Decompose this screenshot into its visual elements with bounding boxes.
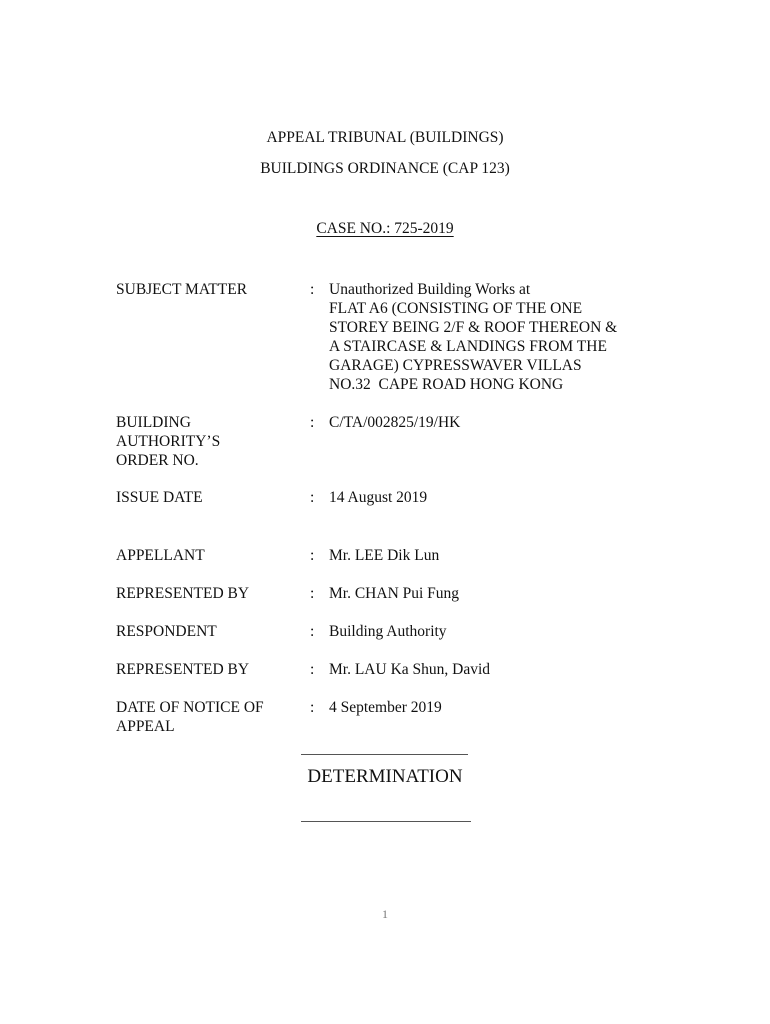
field-label: [116, 413, 296, 470]
determination-heading: DETERMINATION: [307, 766, 463, 787]
field-colon: :: [310, 585, 315, 602]
label-line: BUILDING: [116, 414, 191, 431]
field-colon: :: [310, 699, 315, 716]
subject-line: STOREY BEING 2/F & ROOF THEREON &: [329, 319, 618, 336]
field-colon: :: [310, 414, 315, 431]
field-colon: :: [310, 661, 315, 678]
field-colon: :: [310, 623, 315, 640]
page-number: 1: [382, 907, 388, 921]
label-line: APPEAL: [116, 718, 175, 735]
field-label: REPRESENTED BY: [116, 661, 250, 678]
field-value: Mr. CHAN Pui Fung: [329, 585, 460, 602]
label-line: AUTHORITY’S: [116, 433, 221, 450]
label-line: DATE OF NOTICE OF: [116, 699, 264, 716]
subject-line: GARAGE) CYPRESSWAVER VILLAS: [329, 357, 582, 374]
field-value: 14 August 2019: [329, 489, 428, 506]
subject-line: Unauthorized Building Works at: [329, 281, 531, 298]
ordinance-title: BUILDINGS ORDINANCE (CAP 123): [260, 160, 510, 177]
divider-top: [301, 754, 468, 755]
case-number-text: CASE NO.: 725-2019: [316, 220, 454, 237]
field-value: [329, 280, 669, 394]
subject-line: NO.32 CAPE ROAD HONG KONG: [329, 376, 564, 393]
field-label: ISSUE DATE: [116, 489, 203, 506]
field-value: C/TA/002825/19/HK: [329, 414, 461, 431]
subject-line: FLAT A6 (CONSISTING OF THE ONE: [329, 300, 583, 317]
field-label: REPRESENTED BY: [116, 585, 250, 602]
field-label: SUBJECT MATTER: [116, 281, 248, 298]
subject-line: A STAIRCASE & LANDINGS FROM THE: [329, 338, 607, 355]
field-colon: :: [310, 547, 315, 564]
field-colon: :: [310, 281, 315, 298]
field-value: Building Authority: [329, 623, 447, 640]
field-label: [116, 698, 296, 736]
field-value: Mr. LEE Dik Lun: [329, 547, 440, 564]
field-colon: :: [310, 489, 315, 506]
field-label: APPELLANT: [116, 547, 205, 564]
divider-bottom: [301, 821, 471, 822]
tribunal-title: APPEAL TRIBUNAL (BUILDINGS): [266, 129, 504, 146]
field-label: RESPONDENT: [116, 623, 217, 640]
label-line: ORDER NO.: [116, 452, 199, 469]
field-value: 4 September 2019: [329, 699, 442, 716]
field-value: Mr. LAU Ka Shun, David: [329, 661, 491, 678]
case-number: [0, 219, 770, 239]
